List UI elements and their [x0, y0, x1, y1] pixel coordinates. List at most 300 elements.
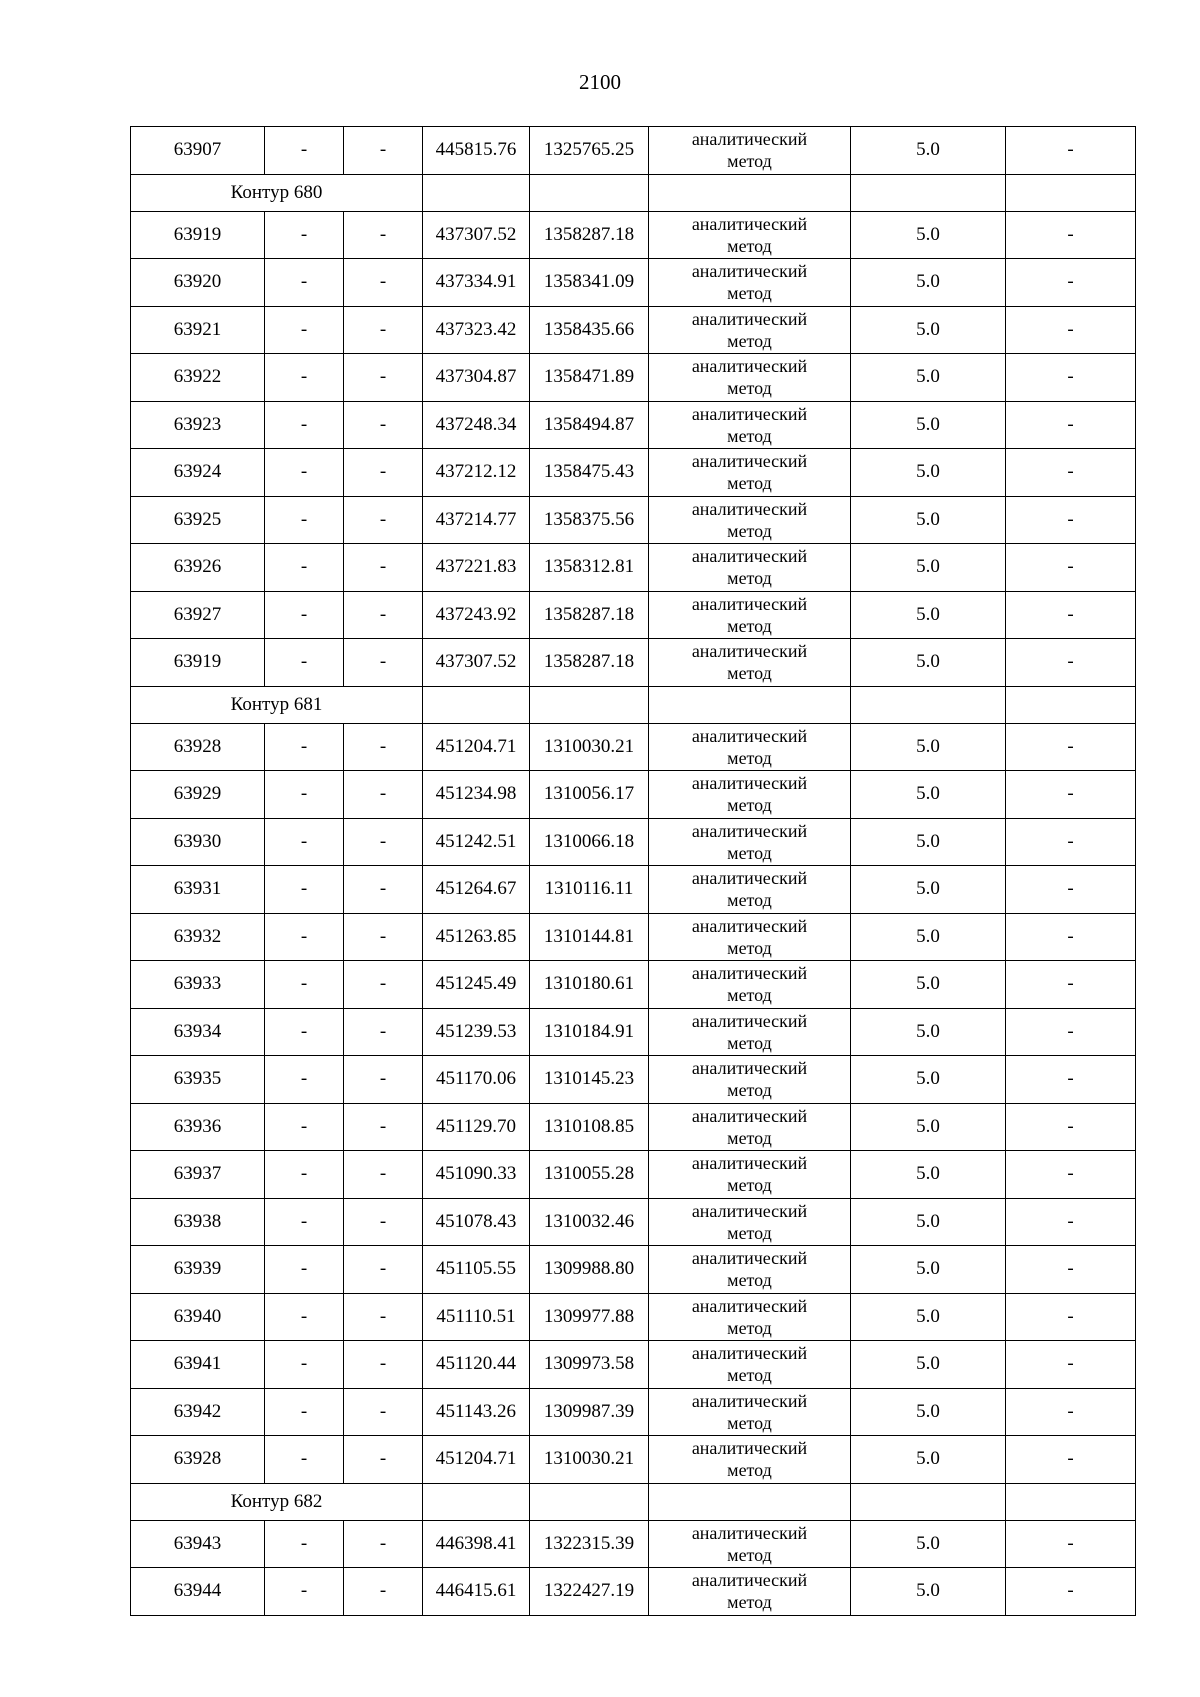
column-3-cell: - — [344, 961, 423, 1009]
method-cell — [649, 1151, 851, 1199]
method-cell — [649, 1520, 851, 1568]
method-line: аналитический — [691, 356, 808, 377]
column-2-cell: - — [265, 544, 344, 592]
x-coordinate-cell: 437323.42 — [423, 306, 530, 354]
method-line: метод — [727, 235, 772, 256]
method-line: аналитический — [691, 1570, 808, 1591]
column-8-cell: - — [1006, 544, 1136, 592]
x-coordinate-cell: 437307.52 — [423, 211, 530, 259]
x-coordinate-cell: 451239.53 — [423, 1008, 530, 1056]
accuracy-cell: 5.0 — [851, 496, 1006, 544]
column-2-cell: - — [265, 449, 344, 497]
empty-cell — [851, 174, 1006, 211]
method-line: аналитический — [691, 593, 808, 614]
method-cell — [649, 961, 851, 1009]
point-number-cell: 63935 — [131, 1056, 265, 1104]
method-line: метод — [727, 842, 772, 863]
method-line: аналитический — [691, 641, 808, 662]
method-cell — [649, 401, 851, 449]
method-line: аналитический — [691, 963, 808, 984]
point-number-cell: 63938 — [131, 1198, 265, 1246]
table-row — [131, 1293, 1136, 1341]
point-number-cell: 63937 — [131, 1151, 265, 1199]
column-2-cell: - — [265, 771, 344, 819]
accuracy-cell: 5.0 — [851, 306, 1006, 354]
method-line: аналитический — [691, 1295, 808, 1316]
column-8-cell: - — [1006, 354, 1136, 402]
accuracy-cell: 5.0 — [851, 211, 1006, 259]
empty-cell — [530, 686, 649, 723]
method-cell — [649, 1246, 851, 1294]
point-number-cell: 63928 — [131, 1436, 265, 1484]
x-coordinate-cell: 451143.26 — [423, 1388, 530, 1436]
x-coordinate-cell: 446398.41 — [423, 1520, 530, 1568]
column-8-cell: - — [1006, 1388, 1136, 1436]
column-8-cell: - — [1006, 723, 1136, 771]
method-cell — [649, 496, 851, 544]
accuracy-cell: 5.0 — [851, 1103, 1006, 1151]
table-row — [131, 1246, 1136, 1294]
method-cell — [649, 306, 851, 354]
point-number-cell: 63919 — [131, 639, 265, 687]
column-8-cell: - — [1006, 1198, 1136, 1246]
empty-cell — [649, 174, 851, 211]
method-line: метод — [727, 151, 772, 172]
accuracy-cell: 5.0 — [851, 1008, 1006, 1056]
method-line: аналитический — [691, 1153, 808, 1174]
method-cell — [649, 259, 851, 307]
point-number-cell: 63926 — [131, 544, 265, 592]
column-2-cell: - — [265, 591, 344, 639]
method-cell — [649, 771, 851, 819]
column-3-cell: - — [344, 127, 423, 175]
method-line: аналитический — [691, 1105, 808, 1126]
accuracy-cell: 5.0 — [851, 1436, 1006, 1484]
y-coordinate-cell: 1310180.61 — [530, 961, 649, 1009]
method-cell — [649, 818, 851, 866]
table-row — [131, 818, 1136, 866]
method-line: аналитический — [691, 498, 808, 519]
table-row — [131, 913, 1136, 961]
x-coordinate-cell: 451264.67 — [423, 866, 530, 914]
method-cell — [649, 723, 851, 771]
method-cell — [649, 913, 851, 961]
page-number: 2100 — [579, 70, 621, 94]
method-line: аналитический — [691, 546, 808, 567]
empty-cell — [1006, 174, 1136, 211]
point-number-cell: 63920 — [131, 259, 265, 307]
accuracy-cell: 5.0 — [851, 259, 1006, 307]
x-coordinate-cell: 451242.51 — [423, 818, 530, 866]
table-row — [131, 127, 1136, 175]
column-2-cell: - — [265, 1436, 344, 1484]
method-line: метод — [727, 890, 772, 911]
y-coordinate-cell: 1310144.81 — [530, 913, 649, 961]
column-8-cell: - — [1006, 127, 1136, 175]
table-row — [131, 1436, 1136, 1484]
column-2-cell: - — [265, 1520, 344, 1568]
method-cell — [649, 1293, 851, 1341]
y-coordinate-cell: 1309973.58 — [530, 1341, 649, 1389]
column-8-cell: - — [1006, 1151, 1136, 1199]
accuracy-cell: 5.0 — [851, 913, 1006, 961]
y-coordinate-cell: 1358494.87 — [530, 401, 649, 449]
column-3-cell: - — [344, 1103, 423, 1151]
method-line: аналитический — [691, 1390, 808, 1411]
column-3-cell: - — [344, 913, 423, 961]
x-coordinate-cell: 437304.87 — [423, 354, 530, 402]
method-cell — [649, 1103, 851, 1151]
column-3-cell: - — [344, 496, 423, 544]
x-coordinate-cell: 451234.98 — [423, 771, 530, 819]
accuracy-cell: 5.0 — [851, 639, 1006, 687]
empty-cell — [649, 1483, 851, 1520]
column-2-cell: - — [265, 723, 344, 771]
column-2-cell: - — [265, 1341, 344, 1389]
method-cell — [649, 591, 851, 639]
method-line: метод — [727, 1317, 772, 1338]
column-3-cell: - — [344, 1008, 423, 1056]
table-row — [131, 1056, 1136, 1104]
column-8-cell: - — [1006, 1103, 1136, 1151]
column-2-cell: - — [265, 1198, 344, 1246]
empty-cell — [851, 686, 1006, 723]
column-2-cell: - — [265, 961, 344, 1009]
column-3-cell: - — [344, 1246, 423, 1294]
method-line: метод — [727, 425, 772, 446]
column-3-cell: - — [344, 591, 423, 639]
column-2-cell: - — [265, 639, 344, 687]
column-8-cell: - — [1006, 1008, 1136, 1056]
y-coordinate-cell: 1358475.43 — [530, 449, 649, 497]
column-3-cell: - — [344, 771, 423, 819]
method-line: метод — [727, 330, 772, 351]
point-number-cell: 63927 — [131, 591, 265, 639]
table-row — [131, 401, 1136, 449]
column-2-cell: - — [265, 1293, 344, 1341]
method-line: аналитический — [691, 129, 808, 150]
x-coordinate-cell: 446415.61 — [423, 1568, 530, 1616]
column-3-cell: - — [344, 401, 423, 449]
y-coordinate-cell: 1309977.88 — [530, 1293, 649, 1341]
empty-cell — [1006, 686, 1136, 723]
table-row — [131, 866, 1136, 914]
x-coordinate-cell: 451105.55 — [423, 1246, 530, 1294]
method-line: метод — [727, 795, 772, 816]
y-coordinate-cell: 1310030.21 — [530, 1436, 649, 1484]
point-number-cell: 63929 — [131, 771, 265, 819]
accuracy-cell: 5.0 — [851, 127, 1006, 175]
accuracy-cell: 5.0 — [851, 1056, 1006, 1104]
x-coordinate-cell: 451204.71 — [423, 1436, 530, 1484]
point-number-cell: 63922 — [131, 354, 265, 402]
x-coordinate-cell: 451110.51 — [423, 1293, 530, 1341]
column-8-cell: - — [1006, 1293, 1136, 1341]
method-line: аналитический — [691, 308, 808, 329]
column-3-cell: - — [344, 259, 423, 307]
y-coordinate-cell: 1309987.39 — [530, 1388, 649, 1436]
x-coordinate-cell: 451078.43 — [423, 1198, 530, 1246]
contour-label: Контур 680 — [131, 174, 423, 211]
x-coordinate-cell: 437212.12 — [423, 449, 530, 497]
empty-cell — [1006, 1483, 1136, 1520]
column-8-cell: - — [1006, 639, 1136, 687]
y-coordinate-cell: 1310055.28 — [530, 1151, 649, 1199]
y-coordinate-cell: 1358341.09 — [530, 259, 649, 307]
method-line: метод — [727, 520, 772, 541]
y-coordinate-cell: 1358287.18 — [530, 639, 649, 687]
column-3-cell: - — [344, 1151, 423, 1199]
x-coordinate-cell: 451129.70 — [423, 1103, 530, 1151]
column-3-cell: - — [344, 1436, 423, 1484]
column-3-cell: - — [344, 639, 423, 687]
column-2-cell: - — [265, 1246, 344, 1294]
method-cell — [649, 354, 851, 402]
accuracy-cell: 5.0 — [851, 818, 1006, 866]
column-8-cell: - — [1006, 449, 1136, 497]
accuracy-cell: 5.0 — [851, 1151, 1006, 1199]
x-coordinate-cell: 451170.06 — [423, 1056, 530, 1104]
contour-label: Контур 681 — [131, 686, 423, 723]
column-3-cell: - — [344, 354, 423, 402]
accuracy-cell: 5.0 — [851, 1198, 1006, 1246]
accuracy-cell: 5.0 — [851, 866, 1006, 914]
method-line: метод — [727, 1222, 772, 1243]
x-coordinate-cell: 437307.52 — [423, 639, 530, 687]
point-number-cell: 63933 — [131, 961, 265, 1009]
table-row — [131, 354, 1136, 402]
accuracy-cell: 5.0 — [851, 1246, 1006, 1294]
accuracy-cell: 5.0 — [851, 1293, 1006, 1341]
method-line: метод — [727, 985, 772, 1006]
method-line: аналитический — [691, 1010, 808, 1031]
method-line: аналитический — [691, 451, 808, 472]
table-row — [131, 591, 1136, 639]
point-number-cell: 63934 — [131, 1008, 265, 1056]
method-line: метод — [727, 663, 772, 684]
table-row — [131, 1341, 1136, 1389]
accuracy-cell: 5.0 — [851, 723, 1006, 771]
y-coordinate-cell: 1310145.23 — [530, 1056, 649, 1104]
contour-header-row — [131, 174, 1136, 211]
point-number-cell: 63931 — [131, 866, 265, 914]
method-line: метод — [727, 1080, 772, 1101]
point-number-cell: 63941 — [131, 1341, 265, 1389]
method-line: метод — [727, 1460, 772, 1481]
empty-cell — [423, 1483, 530, 1520]
contour-label: Контур 682 — [131, 1483, 423, 1520]
method-line: метод — [727, 378, 772, 399]
method-cell — [649, 1008, 851, 1056]
coordinates-table — [130, 126, 1136, 1616]
table-row — [131, 1198, 1136, 1246]
method-cell — [649, 866, 851, 914]
x-coordinate-cell: 437248.34 — [423, 401, 530, 449]
accuracy-cell: 5.0 — [851, 1388, 1006, 1436]
point-number-cell: 63930 — [131, 818, 265, 866]
table-row — [131, 496, 1136, 544]
point-number-cell: 63924 — [131, 449, 265, 497]
column-2-cell: - — [265, 354, 344, 402]
column-3-cell: - — [344, 1198, 423, 1246]
method-line: метод — [727, 1592, 772, 1613]
accuracy-cell: 5.0 — [851, 1568, 1006, 1616]
x-coordinate-cell: 437334.91 — [423, 259, 530, 307]
y-coordinate-cell: 1310032.46 — [530, 1198, 649, 1246]
column-3-cell: - — [344, 1568, 423, 1616]
column-8-cell: - — [1006, 818, 1136, 866]
method-line: метод — [727, 473, 772, 494]
y-coordinate-cell: 1309988.80 — [530, 1246, 649, 1294]
point-number-cell: 63939 — [131, 1246, 265, 1294]
table-row — [131, 1008, 1136, 1056]
table-row — [131, 639, 1136, 687]
table-row — [131, 211, 1136, 259]
point-number-cell: 63942 — [131, 1388, 265, 1436]
y-coordinate-cell: 1358287.18 — [530, 591, 649, 639]
method-line: метод — [727, 1544, 772, 1565]
column-8-cell: - — [1006, 259, 1136, 307]
x-coordinate-cell: 451090.33 — [423, 1151, 530, 1199]
y-coordinate-cell: 1322315.39 — [530, 1520, 649, 1568]
table-row — [131, 449, 1136, 497]
method-line: аналитический — [691, 915, 808, 936]
method-line: метод — [727, 1032, 772, 1053]
x-coordinate-cell: 437214.77 — [423, 496, 530, 544]
column-2-cell: - — [265, 127, 344, 175]
column-8-cell: - — [1006, 1341, 1136, 1389]
contour-header-row — [131, 686, 1136, 723]
point-number-cell: 63928 — [131, 723, 265, 771]
y-coordinate-cell: 1310184.91 — [530, 1008, 649, 1056]
method-line: метод — [727, 1127, 772, 1148]
y-coordinate-cell: 1310030.21 — [530, 723, 649, 771]
column-8-cell: - — [1006, 1568, 1136, 1616]
method-line: метод — [727, 1412, 772, 1433]
method-line: аналитический — [691, 403, 808, 424]
method-line: аналитический — [691, 213, 808, 234]
x-coordinate-cell: 451245.49 — [423, 961, 530, 1009]
y-coordinate-cell: 1358471.89 — [530, 354, 649, 402]
x-coordinate-cell: 437243.92 — [423, 591, 530, 639]
y-coordinate-cell: 1310056.17 — [530, 771, 649, 819]
column-2-cell: - — [265, 913, 344, 961]
method-cell — [649, 1198, 851, 1246]
column-3-cell: - — [344, 866, 423, 914]
y-coordinate-cell: 1310108.85 — [530, 1103, 649, 1151]
column-8-cell: - — [1006, 1246, 1136, 1294]
accuracy-cell: 5.0 — [851, 591, 1006, 639]
y-coordinate-cell: 1310066.18 — [530, 818, 649, 866]
table-row — [131, 1151, 1136, 1199]
method-line: метод — [727, 747, 772, 768]
accuracy-cell: 5.0 — [851, 1520, 1006, 1568]
accuracy-cell: 5.0 — [851, 1341, 1006, 1389]
column-2-cell: - — [265, 866, 344, 914]
x-coordinate-cell: 437221.83 — [423, 544, 530, 592]
empty-cell — [423, 686, 530, 723]
point-number-cell: 63936 — [131, 1103, 265, 1151]
method-cell — [649, 127, 851, 175]
method-line: аналитический — [691, 1200, 808, 1221]
column-8-cell: - — [1006, 913, 1136, 961]
method-line: метод — [727, 615, 772, 636]
point-number-cell: 63940 — [131, 1293, 265, 1341]
method-cell — [649, 544, 851, 592]
column-2-cell: - — [265, 1388, 344, 1436]
empty-cell — [530, 174, 649, 211]
column-8-cell: - — [1006, 401, 1136, 449]
column-8-cell: - — [1006, 961, 1136, 1009]
column-8-cell: - — [1006, 306, 1136, 354]
column-3-cell: - — [344, 211, 423, 259]
method-line: аналитический — [691, 1058, 808, 1079]
column-8-cell: - — [1006, 1056, 1136, 1104]
column-3-cell: - — [344, 1388, 423, 1436]
column-2-cell: - — [265, 306, 344, 354]
column-2-cell: - — [265, 1151, 344, 1199]
table-row — [131, 1520, 1136, 1568]
point-number-cell: 63943 — [131, 1520, 265, 1568]
column-2-cell: - — [265, 818, 344, 866]
column-3-cell: - — [344, 1341, 423, 1389]
column-2-cell: - — [265, 1103, 344, 1151]
table-row — [131, 259, 1136, 307]
column-2-cell: - — [265, 1008, 344, 1056]
column-2-cell: - — [265, 401, 344, 449]
accuracy-cell: 5.0 — [851, 354, 1006, 402]
method-line: аналитический — [691, 773, 808, 794]
column-3-cell: - — [344, 544, 423, 592]
point-number-cell: 63907 — [131, 127, 265, 175]
y-coordinate-cell: 1310116.11 — [530, 866, 649, 914]
x-coordinate-cell: 451263.85 — [423, 913, 530, 961]
column-3-cell: - — [344, 818, 423, 866]
method-line: метод — [727, 283, 772, 304]
accuracy-cell: 5.0 — [851, 449, 1006, 497]
method-cell — [649, 211, 851, 259]
y-coordinate-cell: 1358287.18 — [530, 211, 649, 259]
accuracy-cell: 5.0 — [851, 544, 1006, 592]
method-line: метод — [727, 568, 772, 589]
method-line: метод — [727, 937, 772, 958]
column-2-cell: - — [265, 259, 344, 307]
y-coordinate-cell: 1322427.19 — [530, 1568, 649, 1616]
point-number-cell: 63921 — [131, 306, 265, 354]
table-row — [131, 306, 1136, 354]
method-cell — [649, 1436, 851, 1484]
column-3-cell: - — [344, 1520, 423, 1568]
empty-cell — [851, 1483, 1006, 1520]
column-8-cell: - — [1006, 1520, 1136, 1568]
method-cell — [649, 1388, 851, 1436]
y-coordinate-cell: 1358375.56 — [530, 496, 649, 544]
point-number-cell: 63925 — [131, 496, 265, 544]
column-8-cell: - — [1006, 496, 1136, 544]
column-8-cell: - — [1006, 866, 1136, 914]
method-cell — [649, 1568, 851, 1616]
column-8-cell: - — [1006, 771, 1136, 819]
table-row — [131, 771, 1136, 819]
y-coordinate-cell: 1358435.66 — [530, 306, 649, 354]
accuracy-cell: 5.0 — [851, 401, 1006, 449]
point-number-cell: 63944 — [131, 1568, 265, 1616]
empty-cell — [423, 174, 530, 211]
empty-cell — [530, 1483, 649, 1520]
method-line: метод — [727, 1270, 772, 1291]
method-line: аналитический — [691, 1343, 808, 1364]
column-2-cell: - — [265, 211, 344, 259]
